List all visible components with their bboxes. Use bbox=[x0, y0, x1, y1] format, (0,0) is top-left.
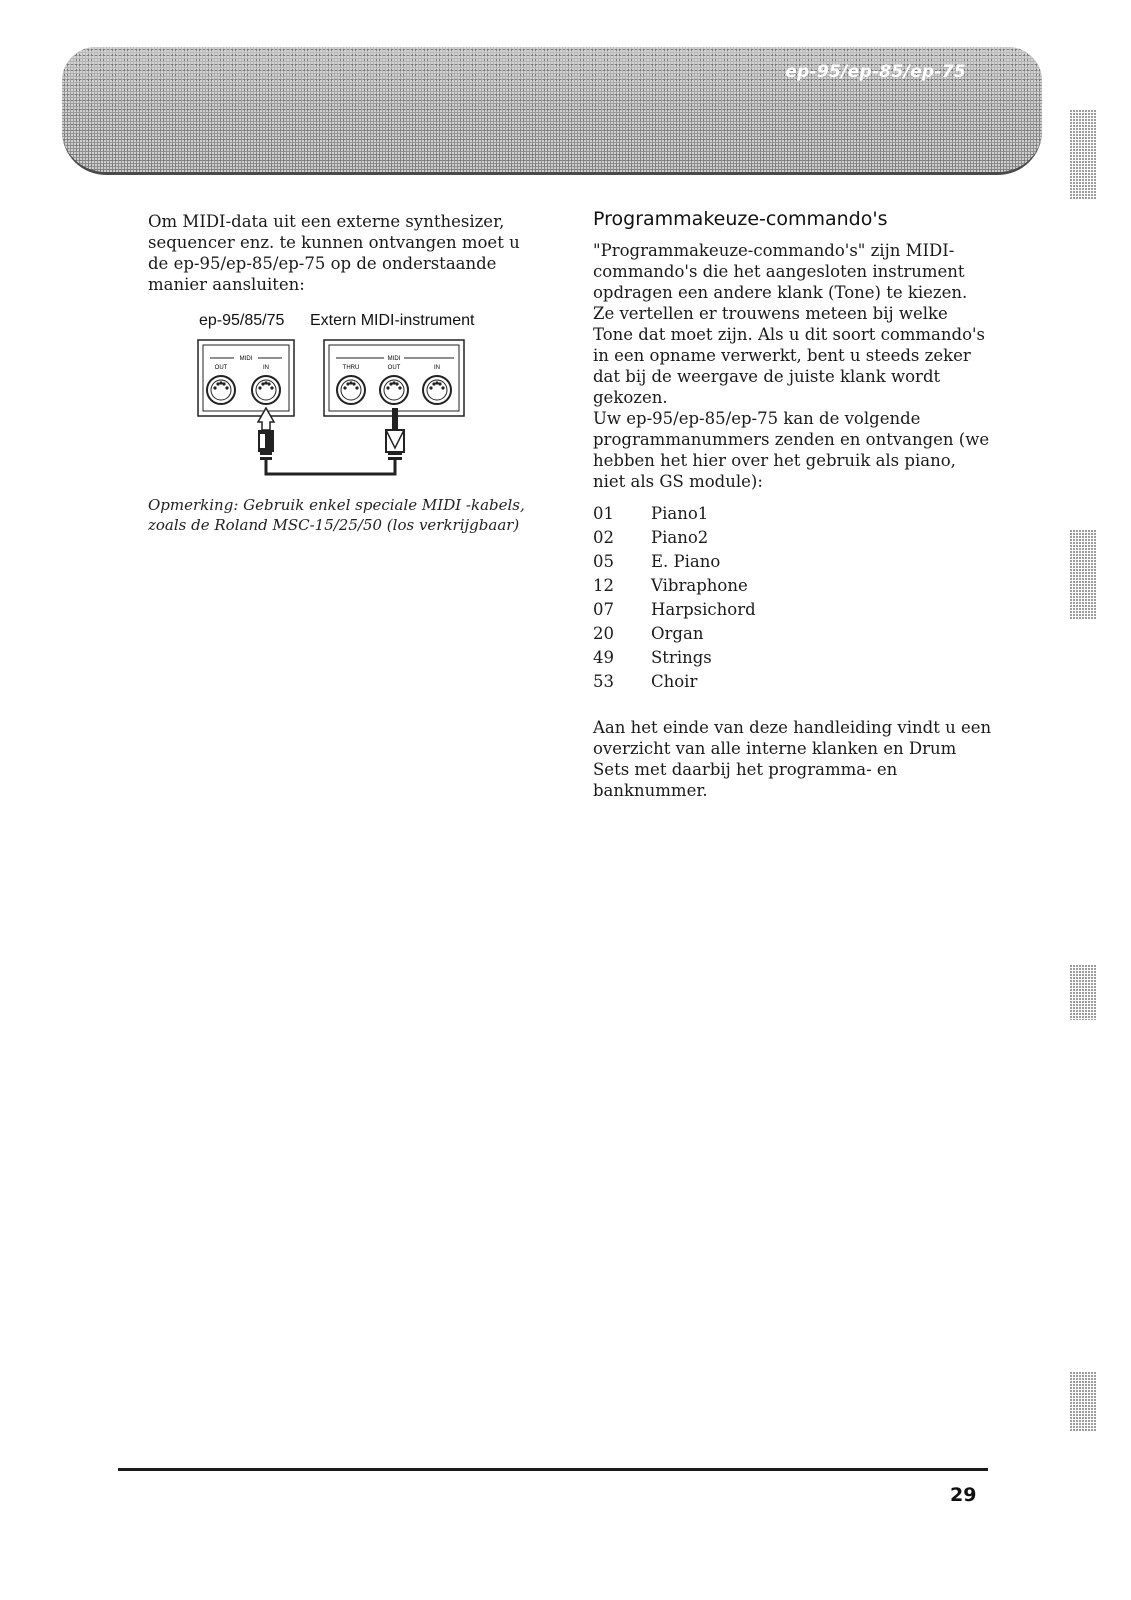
program-name: Strings bbox=[651, 648, 712, 667]
program-name: Harpsichord bbox=[651, 600, 756, 619]
program-name: Piano1 bbox=[651, 504, 709, 523]
figure-label-device: ep-95/85/75 bbox=[199, 312, 285, 329]
program-number: 02 bbox=[593, 528, 614, 547]
header-title: ep-95/ep-85/ep-75 bbox=[785, 62, 966, 82]
program-number: 20 bbox=[593, 624, 614, 643]
program-name: Choir bbox=[651, 672, 698, 691]
program-number: 01 bbox=[593, 504, 614, 523]
scan-speckle bbox=[1070, 965, 1096, 1020]
external-port-in-label: IN bbox=[434, 365, 440, 371]
list-item bbox=[593, 526, 756, 550]
list-item bbox=[593, 670, 756, 694]
closing-paragraph: Aan het einde van deze handleiding vindt u een overzicht van alle interne klanken en Drum Sets met daarbij het programma- en banknummer. bbox=[593, 718, 992, 800]
list-item bbox=[593, 622, 756, 646]
list-item bbox=[593, 502, 756, 526]
external-port-out-label: OUT bbox=[387, 365, 401, 371]
list-item bbox=[593, 598, 756, 622]
device-port-in-label: IN bbox=[263, 365, 269, 371]
footer-rule bbox=[118, 1468, 988, 1471]
midi-port-icon bbox=[380, 376, 408, 404]
device-port-out-label: OUT bbox=[214, 365, 228, 371]
program-name: Vibraphone bbox=[651, 576, 748, 595]
external-port-thru-label: THRU bbox=[342, 365, 360, 371]
midi-port-icon bbox=[252, 376, 280, 404]
program-list bbox=[593, 502, 756, 694]
section-paragraph: "Programmakeuze-commando's" zijn MIDI-commando's die het aangesloten instrument opdragen een andere klank (Tone) te kiezen. Ze vertellen er trouwens meteen bij welke Tone dat moet zijn. Als u dit soort commando's in een opname verwerkt, bent u steeds zeker dat bij de weergave de juiste klank wordt gekozen. bbox=[593, 241, 986, 407]
program-name: E. Piano bbox=[651, 552, 721, 571]
section-heading: Programmakeuze-commando's bbox=[593, 208, 888, 230]
program-number: 49 bbox=[593, 648, 614, 667]
midi-port-icon bbox=[423, 376, 451, 404]
list-item bbox=[593, 646, 756, 670]
scan-speckle bbox=[1070, 1372, 1096, 1432]
page-number: 29 bbox=[950, 1484, 977, 1506]
program-number: 53 bbox=[593, 672, 614, 691]
header-banner bbox=[62, 47, 1042, 175]
scan-speckle bbox=[1070, 530, 1096, 620]
program-number: 05 bbox=[593, 552, 614, 571]
midi-port-icon bbox=[207, 376, 235, 404]
program-number: 12 bbox=[593, 576, 614, 595]
program-name: Piano2 bbox=[651, 528, 709, 547]
program-number: 07 bbox=[593, 600, 614, 619]
list-item bbox=[593, 550, 756, 574]
device-midi-panel bbox=[198, 340, 294, 416]
figure-labels bbox=[199, 312, 529, 334]
section-paragraph: Uw ep-95/ep-85/ep-75 kan de volgende programmanummers zenden en ontvangen (we hebben het hier over het gebruik als piano, niet als GS module): bbox=[593, 409, 990, 491]
intro-paragraph: Om MIDI-data uit een externe synthesizer, sequencer enz. te kunnen ontvangen moet u de ep-95/ep-85/ep-75 op de onderstaande manier aansluiten: bbox=[148, 212, 520, 294]
note: Opmerking: Gebruik enkel speciale MIDI -kabels, zoals de Roland MSC-15/25/50 (los verkrijgbaar) bbox=[148, 496, 525, 534]
midi-connection-diagram bbox=[196, 338, 466, 483]
program-name: Organ bbox=[651, 624, 704, 643]
midi-port-icon bbox=[337, 376, 365, 404]
list-item bbox=[593, 574, 756, 598]
section-body bbox=[593, 240, 993, 492]
device-midi-header: MIDI bbox=[239, 356, 253, 362]
figure-label-external: Extern MIDI-instrument bbox=[310, 312, 475, 329]
external-midi-header: MIDI bbox=[387, 356, 401, 362]
scan-speckle bbox=[1070, 110, 1096, 200]
external-midi-panel bbox=[324, 340, 464, 416]
midi-cable bbox=[266, 460, 395, 474]
